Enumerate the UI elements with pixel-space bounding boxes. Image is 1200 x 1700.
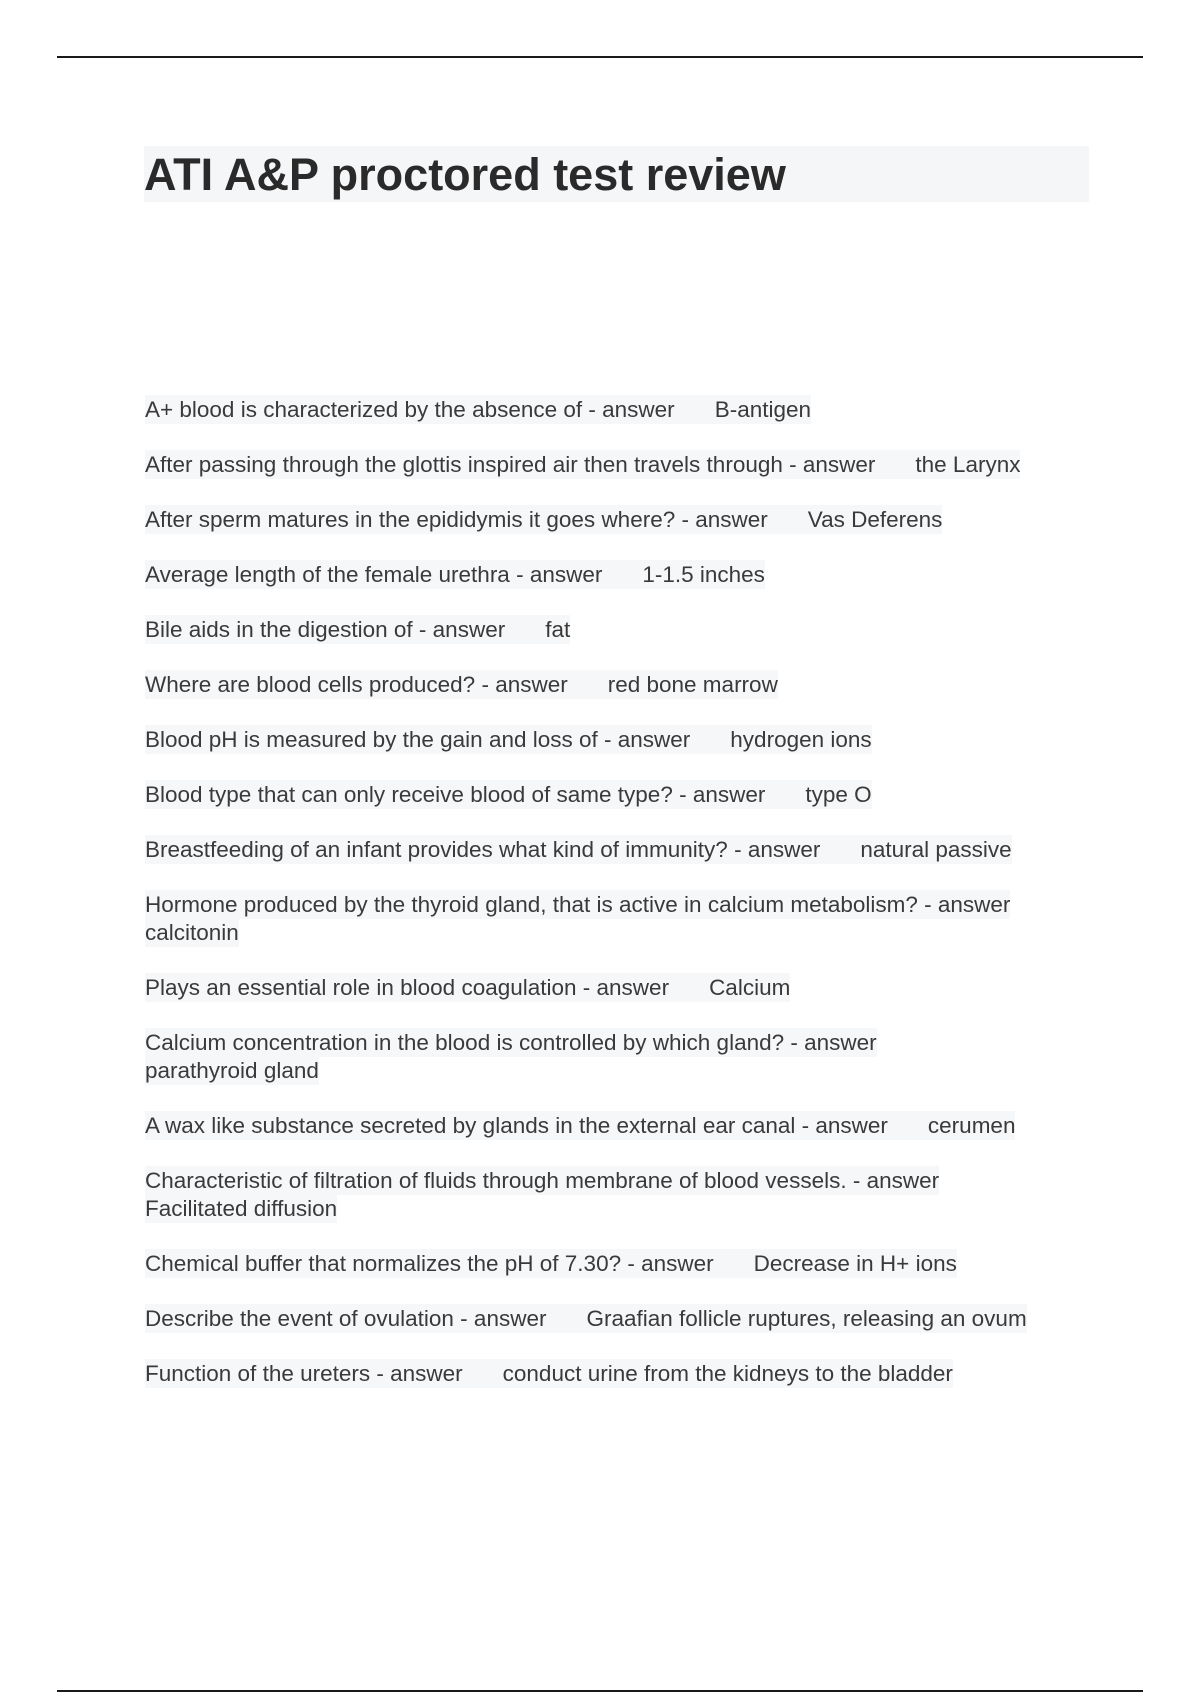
qa-item [145, 1112, 1095, 1140]
qa-question: Hormone produced by the thyroid gland, that is active in calcium metabolism? - answer [145, 892, 1011, 917]
qa-answer: parathyroid gland [145, 1058, 319, 1083]
qa-item [145, 1029, 1095, 1085]
qa-list [145, 396, 1095, 1415]
qa-question: A wax like substance secreted by glands in the external ear canal - answer [145, 1113, 888, 1138]
qa-item [145, 1360, 1095, 1388]
qa-item [145, 1250, 1095, 1278]
qa-question: Where are blood cells produced? - answer [145, 672, 568, 697]
qa-answer: hydrogen ions [730, 727, 872, 752]
qa-question: Bile aids in the digestion of - answer [145, 617, 506, 642]
qa-answer: Calcium [709, 975, 791, 1000]
qa-question: Characteristic of filtration of fluids through membrane of blood vessels. - answer [145, 1168, 940, 1193]
title-box [144, 146, 1089, 202]
qa-answer: Vas Deferens [807, 507, 943, 532]
qa-question: Average length of the female urethra - answer [145, 562, 603, 587]
qa-item [145, 396, 1095, 424]
page-title: ATI A&P proctored test review [144, 148, 786, 200]
qa-question: Plays an essential role in blood coagulation - answer [145, 975, 670, 1000]
qa-answer: Decrease in H+ ions [753, 1251, 957, 1276]
qa-question: Blood type that can only receive blood of same type? - answer [145, 782, 766, 807]
qa-answer: calcitonin [145, 920, 239, 945]
qa-answer: conduct urine from the kidneys to the bladder [502, 1361, 953, 1386]
qa-answer: fat [545, 617, 571, 642]
qa-item [145, 781, 1095, 809]
qa-answer: natural passive [860, 837, 1012, 862]
qa-question: Calcium concentration in the blood is controlled by which gland? - answer [145, 1030, 877, 1055]
qa-question: Blood pH is measured by the gain and loss of - answer [145, 727, 691, 752]
qa-question: Chemical buffer that normalizes the pH of 7.30? - answer [145, 1251, 714, 1276]
qa-item [145, 726, 1095, 754]
qa-question: Describe the event of ovulation - answer [145, 1306, 547, 1331]
qa-item [145, 561, 1095, 589]
qa-item [145, 451, 1095, 479]
top-rule [57, 56, 1143, 58]
qa-question: After passing through the glottis inspired air then travels through - answer [145, 452, 876, 477]
qa-item [145, 671, 1095, 699]
qa-item [145, 506, 1095, 534]
qa-question: A+ blood is characterized by the absence of - answer [145, 397, 675, 422]
qa-question: Function of the ureters - answer [145, 1361, 463, 1386]
bottom-rule [57, 1690, 1143, 1692]
qa-answer: type O [805, 782, 872, 807]
qa-answer: B-antigen [714, 397, 812, 422]
qa-answer: 1-1.5 inches [642, 562, 765, 587]
qa-answer: Facilitated diffusion [145, 1196, 338, 1221]
qa-answer: the Larynx [915, 452, 1021, 477]
qa-item [145, 616, 1095, 644]
qa-question: Breastfeeding of an infant provides what kind of immunity? - answer [145, 837, 821, 862]
qa-item [145, 974, 1095, 1002]
qa-answer: Graafian follicle ruptures, releasing an ovum [586, 1306, 1027, 1331]
qa-answer: cerumen [927, 1113, 1016, 1138]
qa-item [145, 1167, 1095, 1223]
qa-item [145, 891, 1095, 947]
qa-answer: red bone marrow [607, 672, 778, 697]
qa-item [145, 1305, 1095, 1333]
qa-question: After sperm matures in the epididymis it goes where? - answer [145, 507, 768, 532]
qa-item [145, 836, 1095, 864]
